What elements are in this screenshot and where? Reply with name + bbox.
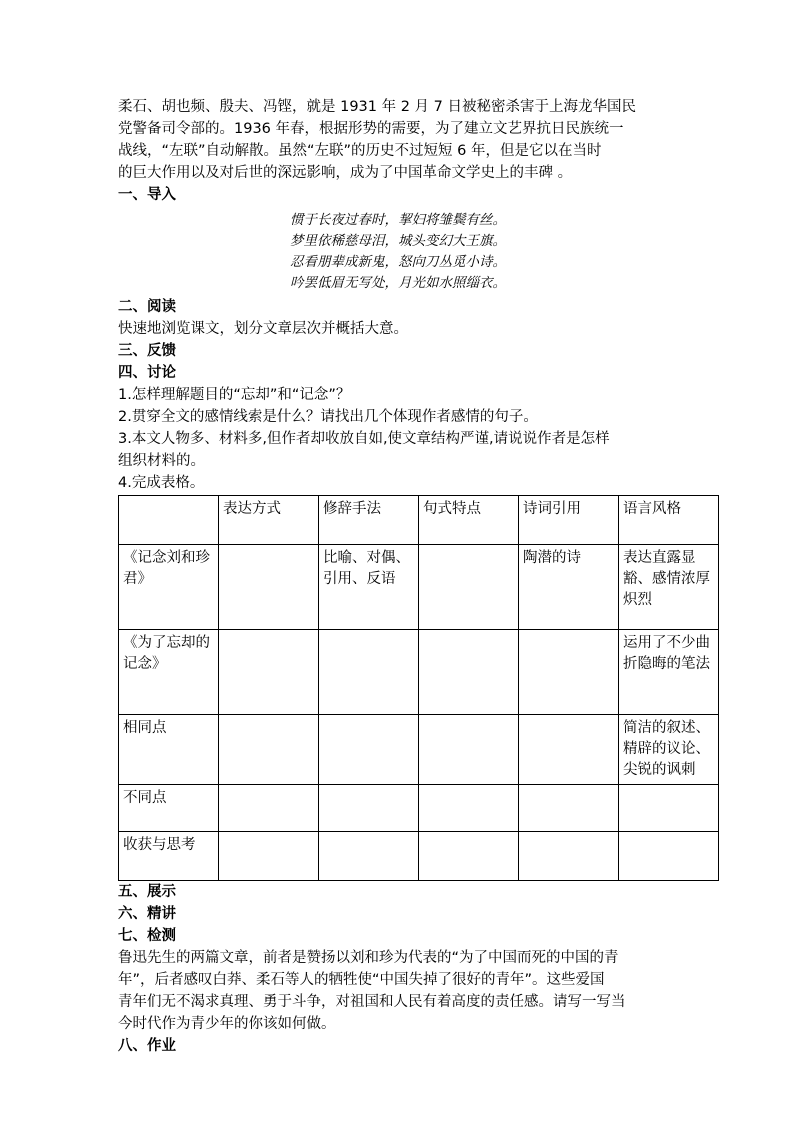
intro-line: 党警备司令部的。1936 年春，根据形势的需要，为了建立文艺界抗日民族统一 (118, 121, 624, 137)
discussion-item: 4.完成表格。 (118, 475, 205, 491)
table-cell (519, 832, 619, 881)
table-cell: 表达直露显豁、感情浓厚炽烈 (619, 545, 719, 630)
poem (118, 210, 678, 294)
table-header-cell: 诗词引用 (519, 496, 619, 545)
table-cell (519, 785, 619, 832)
section-heading-test: 七、检测 (118, 928, 176, 944)
table-cell (419, 832, 519, 881)
intro-line: 柔石、胡也频、殷夫、冯铿，就是 1931 年 2 月 7 日被秘密杀害于上海龙华国民 (118, 99, 637, 115)
table-cell: 简洁的叙述、精辟的议论、尖锐的讽刺 (619, 715, 719, 785)
table-cell (319, 630, 419, 715)
test-line: 鲁迅先生的两篇文章，前者是赞扬以刘和珍为代表的“为了中国而死的中国的青 (118, 950, 619, 966)
table-cell (519, 630, 619, 715)
reading-instruction: 快速地浏览课文，划分文章层次并概括大意。 (118, 321, 408, 337)
test-line: 今时代作为青少年的你该如何做。 (118, 1016, 336, 1032)
table-cell: 相同点 (119, 715, 219, 785)
table-cell (219, 630, 319, 715)
table-cell (219, 785, 319, 832)
discussion-item: 1.怎样理解题目的“忘却”和“记念”？ (118, 387, 351, 403)
section-heading-presentation: 五、展示 (118, 884, 176, 900)
table-cell (219, 715, 319, 785)
discussion-item: 组织材料的。 (118, 453, 205, 469)
table-row (119, 785, 719, 832)
table-header-cell: 语言风格 (619, 496, 719, 545)
table-cell: 《记念刘和珍君》 (119, 545, 219, 630)
table-cell: 收获与思考 (119, 832, 219, 881)
table-header-cell: 表达方式 (219, 496, 319, 545)
table-cell (319, 832, 419, 881)
intro-line: 的巨大作用以及对后世的深远影响，成为了中国革命文学史上的丰碑 。 (118, 165, 573, 181)
table-cell (619, 785, 719, 832)
table-cell (319, 785, 419, 832)
table-cell (419, 785, 519, 832)
test-paragraph (118, 947, 678, 1035)
table-header-cell: 句式特点 (419, 496, 519, 545)
discussion-item: 2.贯穿全文的感情线索是什么？请找出几个体现作者感情的句子。 (118, 409, 538, 425)
intro-paragraph (118, 96, 678, 184)
section-heading-discussion: 四、讨论 (118, 365, 176, 381)
section-heading-reading: 二、阅读 (118, 299, 176, 315)
discussion-item: 3.本文人物多、材料多,但作者却收放自如,使文章结构严谨,请说说作者是怎样 (118, 431, 610, 447)
document-body (118, 96, 710, 1057)
table-cell: 不同点 (119, 785, 219, 832)
comparison-table (118, 495, 719, 881)
section-heading-feedback: 三、反馈 (118, 343, 176, 359)
poem-line: 忍看朋辈成新鬼，怒向刀丛觅小诗。 (290, 254, 506, 270)
table-row (119, 832, 719, 881)
table-cell (619, 832, 719, 881)
table-cell (419, 545, 519, 630)
table-row (119, 715, 719, 785)
table-cell (219, 545, 319, 630)
test-line: 青年们无不渴求真理、勇于斗争，对祖国和人民有着高度的责任感。请写一写当 (118, 994, 626, 1010)
poem-line: 吟罢低眉无写处，月光如水照缁衣。 (290, 275, 506, 291)
poem-line: 梦里依稀慈母泪，城头变幻大王旗。 (290, 233, 506, 249)
table-header-cell (119, 496, 219, 545)
table-cell (419, 630, 519, 715)
section-heading-homework: 八、作业 (118, 1038, 176, 1054)
table-cell: 运用了不少曲折隐晦的笔法 (619, 630, 719, 715)
table-row (119, 630, 719, 715)
table-cell: 陶潜的诗 (519, 545, 619, 630)
table-cell (219, 832, 319, 881)
table-header-row (119, 496, 719, 545)
intro-line: 战线，“左联”自动解散。虽然“左联”的历史不过短短 6 年，但是它以在当时 (118, 143, 602, 159)
section-heading-explanation: 六、精讲 (118, 906, 176, 922)
test-line: 年”，后者感叹白莽、柔石等人的牺牲使“中国失掉了很好的青年”。这些爱国 (118, 972, 605, 988)
section-heading-intro: 一、导入 (118, 187, 176, 203)
table-cell (419, 715, 519, 785)
table-header-cell: 修辞手法 (319, 496, 419, 545)
table-cell: 比喻、对偶、引用、反语 (319, 545, 419, 630)
table-cell: 《为了忘却的记念》 (119, 630, 219, 715)
table-row (119, 545, 719, 630)
table-cell (319, 715, 419, 785)
table-cell (519, 715, 619, 785)
poem-line: 惯于长夜过春时，挈妇将雏鬓有丝。 (290, 212, 506, 228)
